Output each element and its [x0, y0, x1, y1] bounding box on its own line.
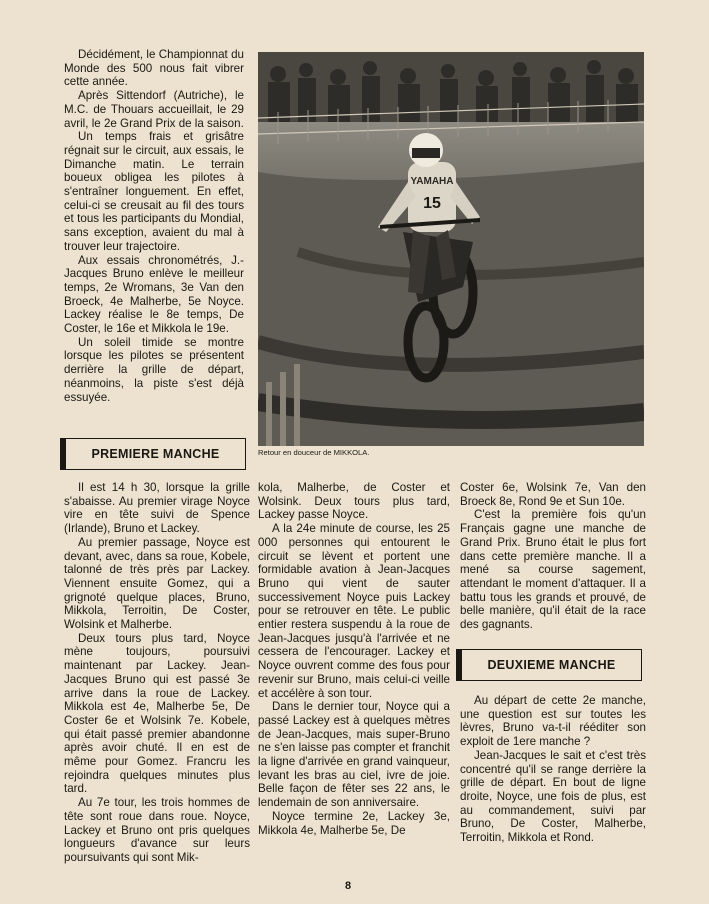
article-paragraph: Noyce termine 2e, Lackey 3e, Mikkola 4e, Malherbe 5e, De [258, 809, 450, 837]
article-column-3-section2 [460, 694, 646, 845]
intro-paragraph: Aux essais chronométrés, J.-Jacques Bruno enlève le meilleur temps, 2e Wromans, 3e Van den Broeck, 4e Malherbe, 5e Noyce. Lackey réalise le 8e temps, De Coster, le 16e et Mikkola le 19e. [64, 253, 244, 336]
article-paragraph: A la 24e minute de course, les 25 000 personnes qui entourent le circuit se lèvent et portent une formidable avation à Jean-Jacques Bruno qui vient de sauter successivement Noyce puis Lackey pour se retrouver en tête. Le public entier restera suspendu à la roue de Jean-Jacques jusqu'à l'arrivée et ne cessera de l'encourager. Lackey et Noyce ouvrent comme des fous pour revenir sur Bruno, mais celui-ci veille et accélère à son tour. [258, 522, 450, 700]
article-paragraph-continued: kola, Malherbe, de Coster et Wolsink. Deux tours plus tard, Lackey passe Noyce. [258, 481, 450, 522]
motocross-photo [258, 52, 644, 446]
article-paragraph: Au premier passage, Noyce est devant, avec, dans sa roue, Kobele, talonné de très près par Lackey. Viennent ensuite Gomez, qui a grignoté quelque places, Bruno, Mikkola, Terroitin, De Coster, Wolsink et Malherbe. [64, 535, 250, 632]
photo-caption: Retour en douceur de MIKKOLA. [258, 448, 370, 457]
section-heading-deuxieme-manche: DEUXIEME MANCHE [456, 649, 642, 681]
intro-paragraph: Décidément, le Championnat du Monde des 500 nous fait vibrer cette année. [64, 48, 244, 89]
page-number: 8 [344, 880, 352, 892]
intro-column [64, 48, 244, 404]
article-paragraph: Deux tours plus tard, Noyce mène toujours, poursuivi maintenant par Lackey. Jean-Jacques Bruno qui est passé 3e arrive dans la roue de Lackey. Mikkola est 4e, Malherbe 5e, De Coster 6e et Wolsink 7e. Kobele, qui était passé premier abandonne après avoir chuté. Il en est de même pour Gomez. Francru les rejoindra quelques minutes plus tard. [64, 631, 250, 796]
article-column-2 [258, 481, 450, 837]
intro-paragraph: Après Sittendorf (Autriche), le M.C. de Thouars accueillait, le 29 avril, le 2e Grand Prix de la saison. [64, 89, 244, 130]
article-paragraph: Au 7e tour, les trois hommes de tête sont roue dans roue. Noyce, Lackey et Bruno ont pris quelques longueurs d'avance sur leurs poursuivants qui sont Mik- [64, 796, 250, 864]
article-paragraph: Au départ de cette 2e manche, une question est sur toutes les lèvres, Bruno va-t-il rééditer son exploit de 1ere manche ? [460, 694, 646, 749]
intro-paragraph: Un soleil timide se montre lorsque les pilotes se présentent derrière la grille de départ, néanmoins, la piste s'est déjà essuyée. [64, 335, 244, 404]
motocross-rider-illustration [258, 52, 644, 446]
jersey-text: YAMAHA [410, 176, 454, 187]
intro-paragraph: Un temps frais et grisâtre régnait sur le circuit, aux essais, le Dimanche matin. Le terrain boueux obligea les pilotes à s'entraîner longuement. En effet, celui-ci se creusait au fil des tours et tous les participants du Mondial, sans exception, avaient du mal à trouver leur trajectoire. [64, 130, 244, 253]
article-column-1 [64, 481, 250, 865]
article-paragraph: Dans le dernier tour, Noyce qui a passé Lackey est à quelques mètres de Jean-Jacques, mais super-Bruno ne s'en laisse pas compter et franchit la ligne d'arrivée en grand vainqueur, levant les bras au ciel, ivre de joie. Belle façon de fêter ses 22 ans, le lendemain de son anniversaire. [258, 700, 450, 810]
article-column-3 [460, 481, 646, 632]
article-paragraph: C'est la première fois qu'un Français gagne une manche de Grand Prix. Bruno était le plus fort dans cette première manche. Il a mené sa course sagement, attendant le moment d'attaquer. Il a battu tous les grands et prouvé, de belle manière, qu'il était de la race des gagnants. [460, 508, 646, 632]
article-paragraph: Il est 14 h 30, lorsque la grille s'abaisse. Au premier virage Noyce vire en tête suivi de Spence (Irlande), Bruno et Lackey. [64, 481, 250, 536]
number-plate: 15 [423, 195, 441, 212]
section-heading-premiere-manche: PREMIERE MANCHE [60, 438, 246, 470]
article-paragraph-continued: Coster 6e, Wolsink 7e, Van den Broeck 8e, Rond 9e et Sun 10e. [460, 481, 646, 508]
article-paragraph: Jean-Jacques le sait et c'est très concentré qu'il se range derrière la grille de départ. En bout de ligne droite, Noyce, une fois de plus, est au commandement, suivi par Bruno, De Coster, Malherbe, Terroitin, Mikkola et Rond. [460, 748, 646, 845]
